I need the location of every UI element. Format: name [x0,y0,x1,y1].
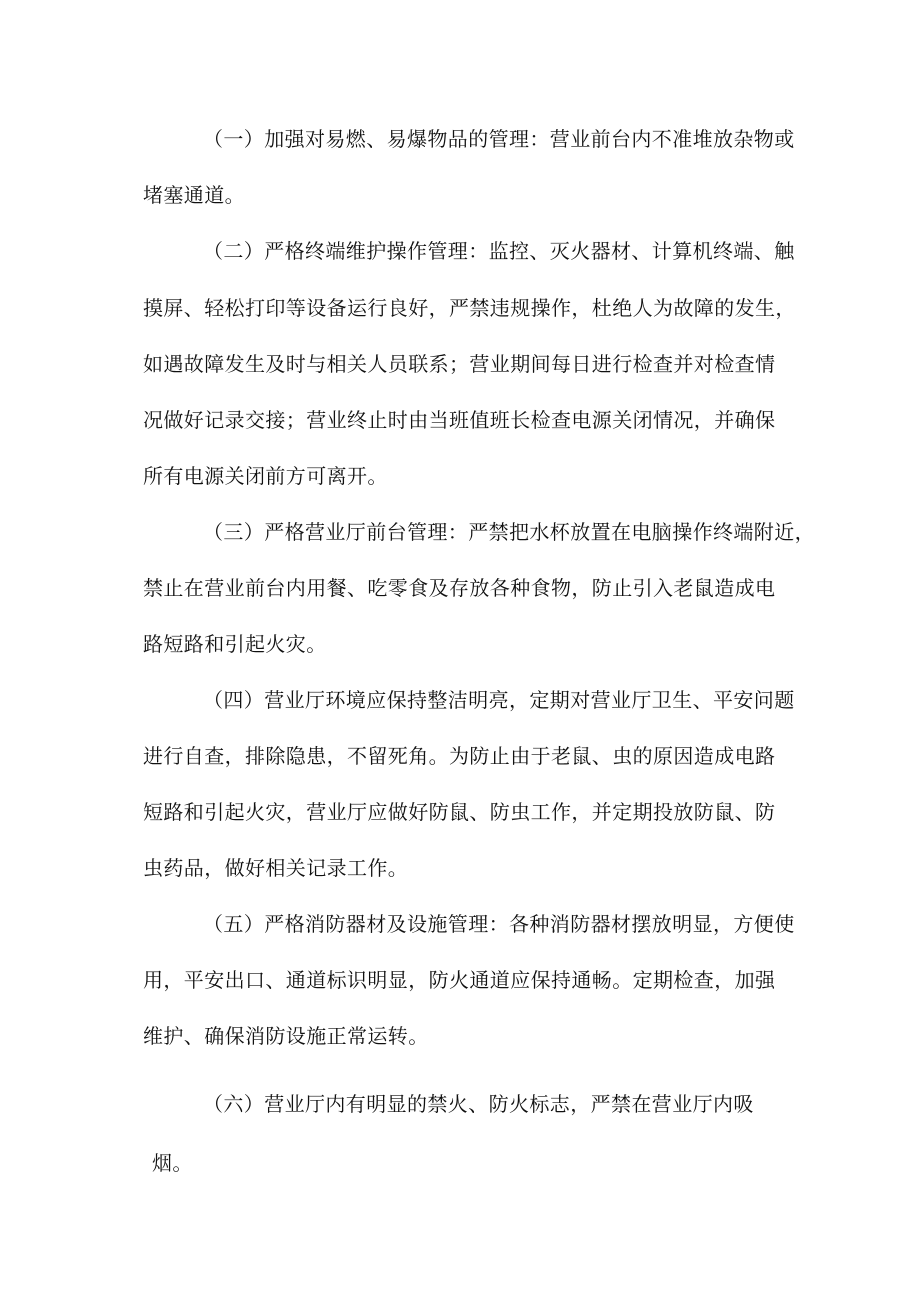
paragraph-line: 况做好记录交接；营业终止时由当班值班长检查电源关闭情况，并确保 [143,408,776,432]
paragraph-line: 禁止在营业前台内用餐、吃零食及存放各种食物，防止引入老鼠造成电 [143,576,776,600]
paragraph-line: （四）营业厅环境应保持整洁明亮，定期对营业厅卫生、平安问题 [203,688,795,712]
paragraph-line: （五）严格消防器材及设施管理：各种消防器材摆放明显，方便使 [203,912,795,936]
paragraph-line: 所有电源关闭前方可离开。 [143,464,388,488]
paragraph-line: 短路和引起火灾，营业厅应做好防鼠、防虫工作，并定期投放防鼠、防 [143,800,776,824]
paragraph-line: （三）严格营业厅前台管理：严禁把水杯放置在电脑操作终端附近， [203,520,815,544]
paragraph-line: （六）营业厅内有明显的禁火、防火标志，严禁在营业厅内吸 [203,1092,754,1116]
paragraph-line: （二）严格终端维护操作管理：监控、灭火器材、计算机终端、触 [203,239,795,263]
paragraph-line: 维护、确保消防设施正常运转。 [143,1024,429,1048]
paragraph-line: 用，平安出口、通道标识明显，防火通道应保持通畅。定期检查，加强 [143,968,776,992]
paragraph-line: （一）加强对易燃、易爆物品的管理：营业前台内不准堆放杂物或 [203,127,795,151]
paragraph-line: 如遇故障发生及时与相关人员联系；营业期间每日进行检查并对检查情 [143,352,776,376]
paragraph-line: 虫药品，做好相关记录工作。 [143,856,409,880]
paragraph-line: 进行自查，排除隐患，不留死角。为防止由于老鼠、虫的原因造成电路 [143,744,776,768]
paragraph-line: 路短路和引起火灾。 [143,632,327,656]
paragraph-line: 摸屏、轻松打印等设备运行良好，严禁违规操作，杜绝人为故障的发生， [143,296,796,320]
paragraph-line: 堵塞通道。 [143,183,245,207]
paragraph-line: 烟。 [152,1151,193,1175]
